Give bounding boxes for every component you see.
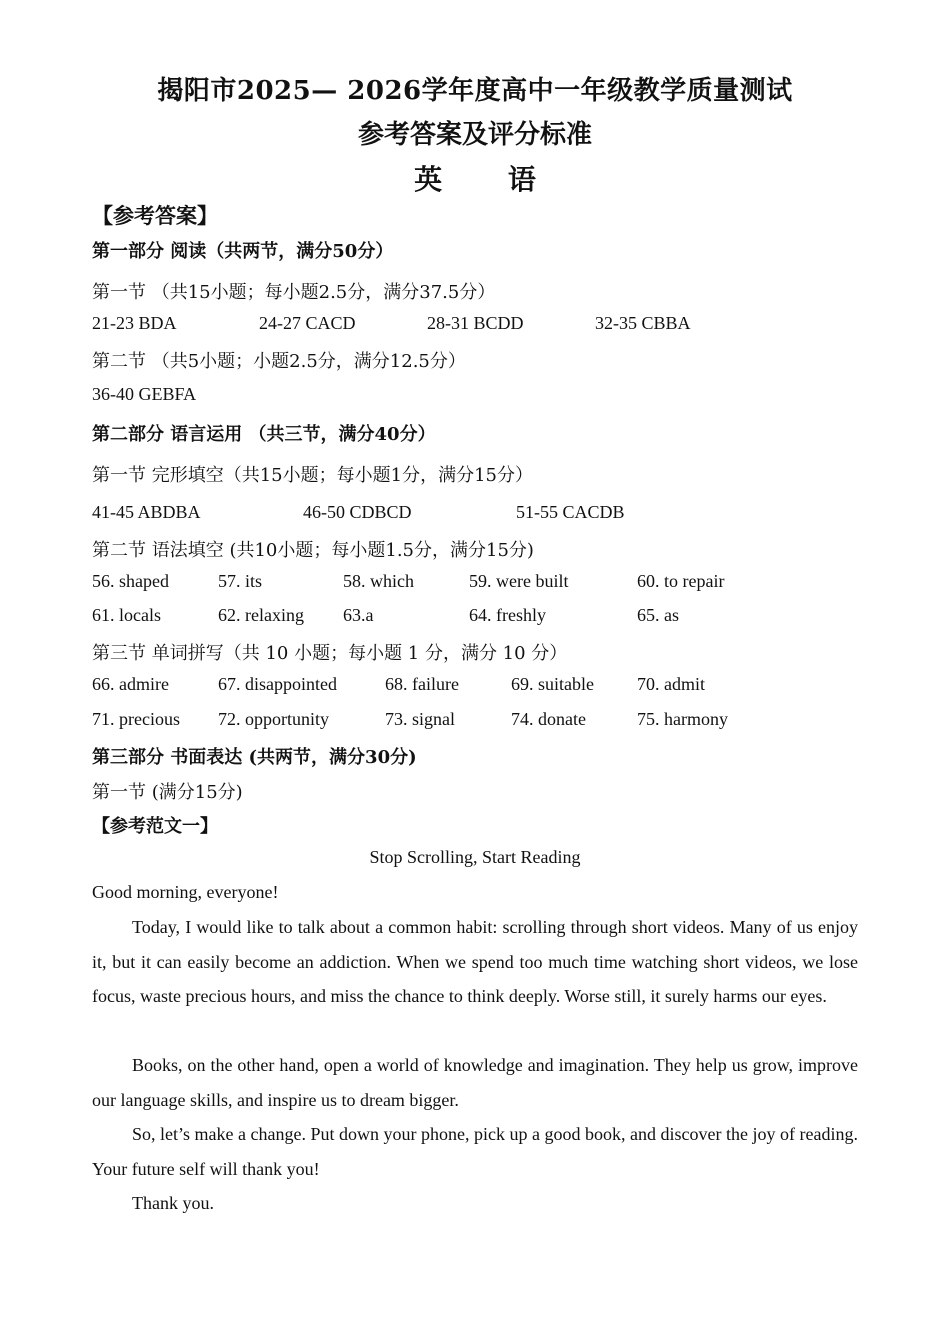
answer-item: 61. locals	[92, 605, 161, 625]
answer-group: 51-55 CACDB	[516, 502, 625, 522]
answer-item: 57. its	[218, 571, 263, 591]
subject-title: 英 语	[414, 163, 564, 196]
essay-paragraph: So, let’s make a change. Put down your phone, pick up a good book, and discover the joy of reading. Your future self will thank you!	[92, 1124, 858, 1179]
answer-item: 73. signal	[385, 709, 455, 729]
answer-group: 28-31 BCDD	[427, 313, 524, 333]
essay-closing: Thank you.	[132, 1193, 214, 1213]
answer-item: 66. admire	[92, 674, 169, 694]
answer-group: 41-45 ABDBA	[92, 502, 201, 522]
document-subtitle: 参考答案及评分标准	[357, 120, 592, 150]
document-title: 揭阳市2025— 2026学年度高中一年级教学质量测试	[157, 76, 793, 106]
part2-section2-heading: 第二节 语法填空 (共10小题；每小题1.5分，满分15分)	[92, 540, 534, 561]
part1-section1-heading: 第一节 （共15小题；每小题2.5分，满分37.5分）	[92, 282, 496, 303]
answer-item: 62. relaxing	[218, 605, 304, 625]
answer-item: 63.a	[343, 605, 374, 625]
answer-item: 68. failure	[385, 674, 459, 694]
part3-heading: 第三部分 书面表达 (共两节，满分30分)	[92, 747, 417, 768]
answer-group: 46-50 CDBCD	[303, 502, 412, 522]
answer-item: 60. to repair	[637, 571, 725, 591]
answer-item: 67. disappointed	[218, 674, 337, 694]
part2-section1-heading: 第一节 完形填空（共15小题；每小题1分，满分15分）	[92, 465, 533, 486]
essay-title: Stop Scrolling, Start Reading	[369, 847, 581, 867]
answer-item: 72. opportunity	[218, 709, 329, 729]
answer-item: 56. shaped	[92, 571, 169, 591]
answer-item: 70. admit	[637, 674, 705, 694]
answer-group: 21-23 BDA	[92, 313, 177, 333]
answer-item: 75. harmony	[637, 709, 728, 729]
answer-group: 36-40 GEBFA	[92, 384, 197, 404]
answer-item: 64. freshly	[469, 605, 546, 625]
answer-group: 24-27 CACD	[259, 313, 356, 333]
answer-item: 69. suitable	[511, 674, 594, 694]
answers-heading: 【参考答案】	[92, 203, 218, 228]
part2-heading: 第二部分 语言运用 （共三节，满分40分）	[92, 424, 436, 445]
essay-paragraph: Books, on the other hand, open a world of knowledge and imagination. They help us grow, improve our language skills, and inspire us to dream bigger.	[92, 1055, 858, 1110]
sample-essay-heading: 【参考范文一】	[92, 816, 218, 837]
part1-section2-heading: 第二节 （共5小题；小题2.5分，满分12.5分）	[92, 351, 466, 372]
answer-item: 65. as	[637, 605, 679, 625]
essay-greeting: Good morning, everyone!	[92, 882, 279, 902]
essay-paragraph: Today, I would like to talk about a common habit: scrolling through short videos. Many of us enjoy it, but it can easily become an addiction. When we spend too much time watching short videos, we lose focus, waste precious hours, and miss the chance to think deeply. Worse still, it surely harms our eyes.	[92, 917, 858, 1006]
part2-section3-heading: 第三节 单词拼写（共 10 小题；每小题 1 分，满分 10 分）	[92, 643, 568, 664]
answer-item: 58. which	[343, 571, 414, 591]
answer-item: 74. donate	[511, 709, 586, 729]
answer-item: 59. were built	[469, 571, 569, 591]
part3-section1-heading: 第一节 (满分15分)	[92, 782, 243, 803]
answer-group: 32-35 CBBA	[595, 313, 691, 333]
answer-item: 71. precious	[92, 709, 180, 729]
part1-heading: 第一部分 阅读（共两节，满分50分）	[92, 241, 394, 262]
